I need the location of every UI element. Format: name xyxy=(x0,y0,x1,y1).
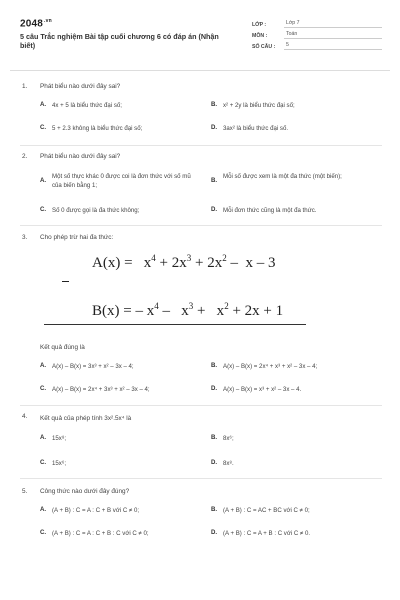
option-text: 4x + 5 là biểu thức đại số; xyxy=(52,102,122,109)
question-text: Phát biểu nào dưới đây sai? xyxy=(40,83,121,90)
option-c[interactable] xyxy=(40,206,200,215)
option-text: 3ax² là biểu thức đại số. xyxy=(223,125,289,132)
option-c[interactable] xyxy=(40,385,210,394)
header-divider xyxy=(10,70,390,71)
meta-value: 5 xyxy=(284,42,382,50)
polynomial-b: B(x) = – $x^4 - x^3 + x^2 + 2x + 1$ xyxy=(92,301,284,319)
option-text: Một số thực khác 0 được coi là đơn thức với số mũ của biến bằng 1; xyxy=(52,173,191,189)
option-letter: B. xyxy=(211,362,218,369)
option-letter: A. xyxy=(40,101,47,108)
option-letter: A. xyxy=(40,362,47,369)
option-c[interactable] xyxy=(40,124,200,133)
question-text: Cho phép trừ hai đa thức: xyxy=(40,234,114,241)
option-b[interactable] xyxy=(211,362,386,371)
meta-label: SỐ CÂU : xyxy=(252,44,276,50)
subtraction-sign xyxy=(62,281,69,282)
option-d[interactable] xyxy=(211,206,381,215)
option-text: 8x⁸. xyxy=(223,460,234,467)
brand-domain: .vn xyxy=(44,18,52,24)
option-text: 5 + 2.3 không là biểu thức đại số; xyxy=(52,125,143,132)
option-text: (A + B) : C = A : C + B : C với C ≠ 0; xyxy=(52,530,149,537)
option-text: 15x⁶; xyxy=(52,460,67,467)
polynomial-a: $A(x) = x^4 + 2x^3 + 2x^2 - x - 3$ xyxy=(92,253,276,271)
option-letter: D. xyxy=(211,385,218,392)
subtraction-line xyxy=(44,324,306,325)
question-divider xyxy=(20,478,382,479)
option-text: Mỗi số được xem là một đa thức (một biến); xyxy=(223,173,342,180)
option-text: x² + 2y là biểu thức đại số; xyxy=(223,102,295,109)
meta-row-count xyxy=(252,40,382,50)
option-text: A(x) – B(x) = 2x⁴ + 3x³ + x² – 3x – 4; xyxy=(52,386,150,393)
question-number: 1. xyxy=(22,83,28,90)
option-c[interactable] xyxy=(40,529,210,538)
question-number: 2. xyxy=(22,153,28,160)
option-d[interactable] xyxy=(211,529,386,538)
option-letter: A. xyxy=(40,434,47,441)
option-letter: C. xyxy=(40,529,47,536)
meta-info xyxy=(252,18,382,51)
question-number: 4. xyxy=(22,413,28,420)
option-text: A(x) – B(x) = x³ + x² – 3x – 4. xyxy=(223,386,302,393)
meta-row-class xyxy=(252,18,382,28)
option-text: Mỗi đơn thức cũng là một đa thức. xyxy=(223,207,317,214)
question-divider xyxy=(20,405,382,406)
option-letter: B. xyxy=(211,101,218,108)
option-b[interactable] xyxy=(211,172,381,184)
option-letter: D. xyxy=(211,124,218,131)
option-letter: A. xyxy=(40,506,47,513)
option-a[interactable] xyxy=(40,172,200,190)
option-letter: D. xyxy=(211,206,218,213)
option-letter: C. xyxy=(40,459,47,466)
option-a[interactable] xyxy=(40,101,200,110)
question-divider xyxy=(20,225,382,226)
option-letter: C. xyxy=(40,206,47,213)
result-label: Kết quả đúng là xyxy=(40,344,85,351)
option-letter: B. xyxy=(211,506,218,513)
option-a[interactable] xyxy=(40,362,210,371)
option-letter: B. xyxy=(211,177,218,184)
page-header xyxy=(20,18,382,60)
question-text: Kết quả của phép tính 3x².5x⁴ là xyxy=(40,415,132,422)
question-number: 5. xyxy=(22,488,28,495)
polynomial-a-lhs: A(x) = xyxy=(92,255,133,271)
option-c[interactable] xyxy=(40,459,200,468)
option-text: (A + B) : C = A : C + B với C ≠ 0; xyxy=(52,507,140,514)
meta-row-subject xyxy=(252,29,382,39)
meta-label: LỚP : xyxy=(252,22,267,28)
option-d[interactable] xyxy=(211,459,381,468)
brand-logo[interactable] xyxy=(20,18,52,29)
meta-value: Lớp 7 xyxy=(284,20,382,28)
option-b[interactable] xyxy=(211,506,386,515)
option-a[interactable] xyxy=(40,506,210,515)
option-text: 15x⁸; xyxy=(52,435,67,442)
option-letter: A. xyxy=(40,177,47,184)
option-d[interactable] xyxy=(211,385,386,394)
option-text: Số 0 được gọi là đa thức không; xyxy=(52,207,140,214)
option-letter: C. xyxy=(40,385,47,392)
option-letter: D. xyxy=(211,529,218,536)
option-d[interactable] xyxy=(211,124,381,133)
option-text: (A + B) : C = A + B : C với C ≠ 0. xyxy=(223,530,311,537)
question-number: 3. xyxy=(22,234,28,241)
option-text: A(x) – B(x) = 3x³ + x² – 3x – 4; xyxy=(52,363,134,370)
question-text: Phát biểu nào dưới đây sai? xyxy=(40,153,121,160)
option-text: 8x⁶; xyxy=(223,435,234,442)
question-divider xyxy=(20,145,382,146)
page-title: 5 câu Trắc nghiệm Bài tập cuối chương 6 có đáp án (Nhận biết) xyxy=(20,32,219,50)
option-letter: C. xyxy=(40,124,47,131)
option-letter: B. xyxy=(211,434,218,441)
polynomial-b-lhs: B(x) = xyxy=(92,303,132,319)
meta-value: Toán xyxy=(284,31,382,39)
option-b[interactable] xyxy=(211,434,381,443)
question-text: Công thức nào dưới đây đúng? xyxy=(40,488,130,495)
brand-name: 2048 xyxy=(20,18,44,30)
option-a[interactable] xyxy=(40,434,200,443)
meta-label: MÔN : xyxy=(252,33,268,39)
option-text: A(x) – B(x) = 2x⁴ + x³ + x² – 3x – 4; xyxy=(223,363,318,370)
option-text: (A + B) : C = AC + BC với C ≠ 0; xyxy=(223,507,310,514)
option-b[interactable] xyxy=(211,101,381,110)
option-letter: D. xyxy=(211,459,218,466)
